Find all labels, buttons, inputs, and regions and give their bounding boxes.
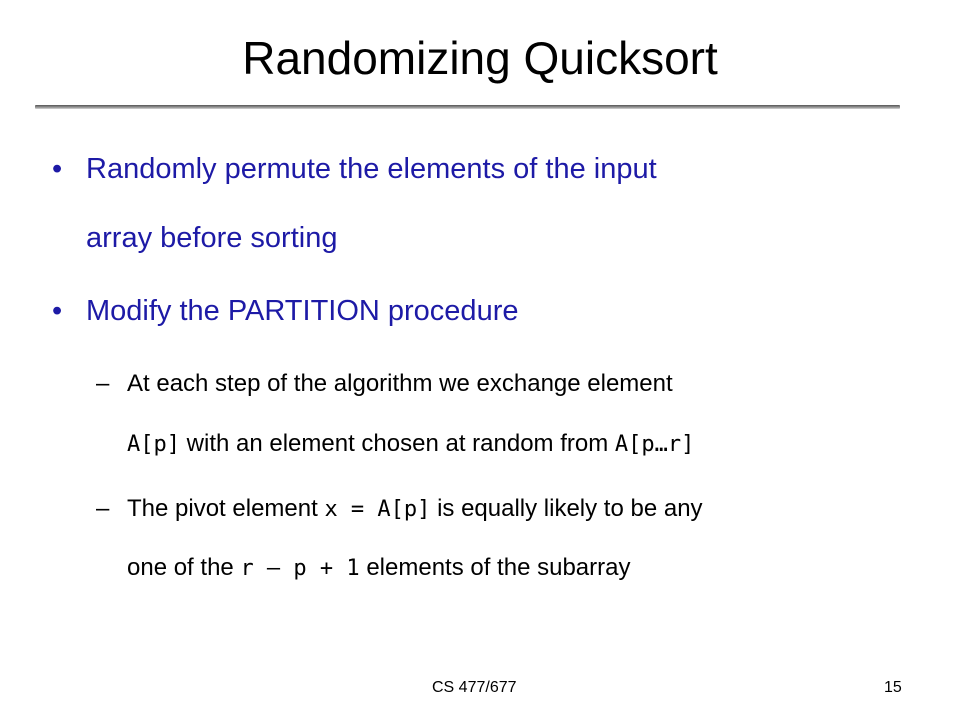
bullet-2-line-1: Modify the PARTITION procedure bbox=[86, 295, 519, 327]
bullet-marker-2: • bbox=[52, 295, 63, 327]
sub-bullet-1-text: with an element chosen at random from bbox=[179, 430, 615, 457]
sub-bullet-2-line-2 bbox=[127, 551, 630, 586]
sub-bullet-marker-1: – bbox=[96, 370, 110, 397]
sub-bullet-1-line-2 bbox=[127, 427, 694, 462]
bullet-1-line-2: array before sorting bbox=[86, 222, 338, 254]
footer-page-number: 15 bbox=[884, 679, 902, 696]
sub-bullet-2-text-b: is equally likely to be any bbox=[430, 495, 703, 522]
sub-bullet-2-text-a: The pivot element bbox=[127, 495, 325, 522]
code-x-equals-a-p: x = A[p] bbox=[324, 497, 431, 522]
code-a-p-r: A[p…r] bbox=[614, 432, 695, 457]
sub-bullet-1-line-1: At each step of the algorithm we exchange element bbox=[127, 370, 673, 397]
bullet-1-line-1: Randomly permute the elements of the input bbox=[86, 153, 657, 185]
footer-course: CS 477/677 bbox=[432, 679, 517, 696]
slide-title: Randomizing Quicksort bbox=[242, 32, 718, 84]
sub-bullet-2-text-d: elements of the subarray bbox=[359, 554, 631, 581]
sub-bullet-2-text-c: one of the bbox=[127, 554, 241, 581]
sub-bullet-marker-2: – bbox=[96, 495, 110, 522]
bullet-marker-1: • bbox=[52, 153, 63, 185]
code-a-p: A[p] bbox=[127, 432, 180, 457]
sub-bullet-2-line-1 bbox=[127, 492, 703, 527]
code-r-minus-p-plus-1: r – p + 1 bbox=[240, 556, 360, 581]
